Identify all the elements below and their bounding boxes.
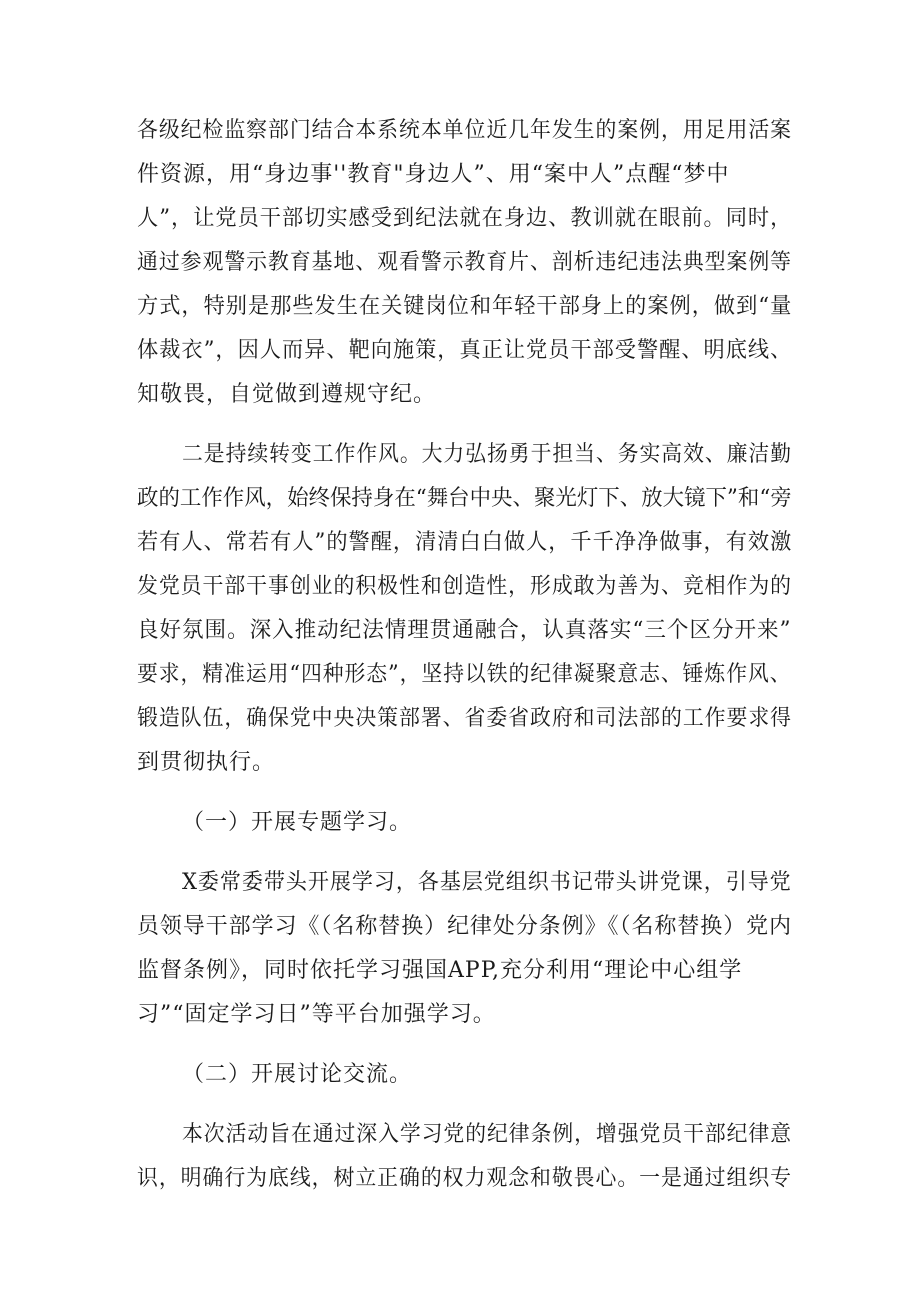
paragraph-1-line-7: 知敬畏，自觉做到遵规守纪。 xyxy=(137,382,437,407)
paragraph-2-line-5: 良好氛围。深入推动纪法情理贯通融合，认真落实“三个区分开来” xyxy=(137,618,792,643)
paragraph-3-line-1: X委常委带头开展学习，各基层党组织书记带头讲党课，引导党 xyxy=(182,870,792,895)
section-heading-1: （一）开展专题学习。 xyxy=(182,810,413,835)
paragraph-1-line-4: 通过参观警示教育基地、观看警示教育片、剖析违纪违法典型案例等 xyxy=(137,250,793,275)
paragraph-3-line-3: 监督条例》，同时依托学习强国APP,充分利用“理论中心组学 xyxy=(137,958,743,983)
section-heading-2: （二）开展讨论交流。 xyxy=(182,1062,413,1087)
paragraph-2-line-7: 锻造队伍，确保党中央决策部署、省委省政府和司法部的工作要求得 xyxy=(137,706,793,731)
paragraph-1-line-2: 件资源，用“身边事''教育"身边人”、用“案中人”点醒“梦中 xyxy=(137,162,730,187)
paragraph-2-line-1: 二是持续转变工作作风。大力弘扬勇于担当、务实高效、廉洁勤 xyxy=(182,442,793,467)
paragraph-1-line-1: 各级纪检监察部门结合本系统本单位近几年发生的案例，用足用活案 xyxy=(137,118,793,143)
paragraph-1-line-5: 方式，特别是那些发生在关键岗位和年轻干部身上的案例，做到“量 xyxy=(137,294,793,319)
paragraph-4-line-2: 识，明确行为底线，树立正确的权力观念和敬畏心。一是通过组织专 xyxy=(137,1166,793,1191)
paragraph-1-line-3: 人”，让党员干部切实感受到纪法就在身边、教训就在眼前。同时， xyxy=(137,206,793,231)
paragraph-2-line-8: 到贯彻执行。 xyxy=(137,750,276,775)
paragraph-2-line-6: 要求，精准运用“四种形态”，坚持以铁的纪律凝聚意志、锤炼作风、 xyxy=(137,662,792,687)
paragraph-2-line-2: 政的工作作风，始终保持身在“舞台中央、聚光灯下、放大镜下”和“旁 xyxy=(137,486,792,511)
paragraph-2-line-4: 发党员干部干事创业的积极性和创造性，形成敢为善为、竞相作为的 xyxy=(137,574,793,599)
paragraph-1-line-6: 体裁衣”，因人而异、靶向施策，真正让党员干部受警醒、明底线、 xyxy=(137,338,793,363)
paragraph-2-line-3: 若有人、常若有人”的警醒，清清白白做人，千千净净做事，有效激 xyxy=(137,530,793,555)
paragraph-3-line-4: 习”“固定学习日”等平台加强学习。 xyxy=(137,1002,496,1027)
paragraph-3-line-2: 员领导干部学习《（名称替换）纪律处分条例》《（名称替换）党内 xyxy=(137,914,793,939)
paragraph-4-line-1: 本次活动旨在通过深入学习党的纪律条例，增强党员干部纪律意 xyxy=(182,1122,793,1147)
